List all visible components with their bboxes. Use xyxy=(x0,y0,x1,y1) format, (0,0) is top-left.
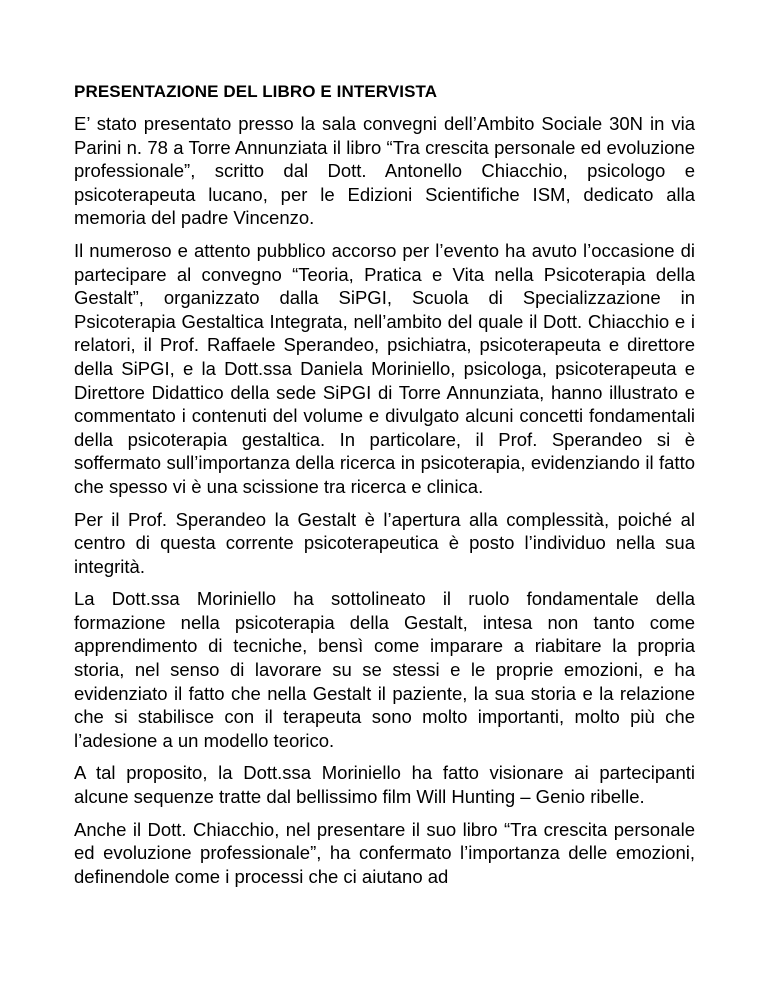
paragraph-4: La Dott.ssa Moriniello ha sottolineato il ruolo fondamentale della formazione nella psicoterapia della Gestalt, intesa non tanto come apprendimento di tecniche, bensì come imparare a riabitare la propria storia, nel senso di lavorare su se stessi e le proprie emozioni, e ha evidenziato il fatto che nella Gestalt il paziente, la sua storia e la relazione che si stabilisce con il terapeuta sono molto importanti, molto più che l’adesione a un modello teorico. xyxy=(74,588,695,751)
document-page xyxy=(74,80,695,897)
paragraph-5: A tal proposito, la Dott.ssa Moriniello ha fatto visionare ai partecipanti alcune sequenze tratte dal bellissimo film Will Hunting – Genio ribelle. xyxy=(74,762,695,808)
paragraph-1: E’ stato presentato presso la sala convegni dell’Ambito Sociale 30N in via Parini n. 78 a Torre Annunziata il libro “Tra crescita personale ed evoluzione professionale”, scritto dal Dott. Antonello Chiacchio, psicologo e psicoterapeuta lucano, per le Edizioni Scientifiche ISM, dedicato alla memoria del padre Vincenzo. xyxy=(74,113,695,229)
paragraph-3: Per il Prof. Sperandeo la Gestalt è l’apertura alla complessità, poiché al centro di questa corrente psicoterapeutica è posto l’individuo nella sua integrità. xyxy=(74,508,695,577)
document-title: PRESENTAZIONE DEL LIBRO E INTERVISTA xyxy=(74,82,438,101)
paragraph-6: Anche il Dott. Chiacchio, nel presentare il suo libro “Tra crescita personale ed evoluzione professionale”, ha confermato l’importanza delle emozioni, definendole come i processi che ci aiutano ad xyxy=(74,818,695,887)
paragraph-2: Il numeroso e attento pubblico accorso per l’evento ha avuto l’occasione di partecipare al convegno “Teoria, Pratica e Vita nella Psicoterapia della Gestalt”, organizzato dalla SiPGI, Scuola di Specializzazione in Psicoterapia Gestaltica Integrata, nell’ambito del quale il Dott. Chiacchio e i relatori, il Prof. Raffaele Sperandeo, psichiatra, psicoterapeuta e direttore della SiPGI, e la Dott.ssa Daniela Moriniello, psicologa, psicoterapeuta e Direttore Didattico della sede SiPGI di Torre Annunziata, hanno illustrato e commentato i contenuti del volume e divulgato alcuni concetti fondamentali della psicoterapia gestaltica. In particolare, il Prof. Sperandeo si è soffermato sull’importanza della ricerca in psicoterapia, evidenziando il fatto che spesso vi è una scissione tra ricerca e clinica. xyxy=(74,239,695,497)
